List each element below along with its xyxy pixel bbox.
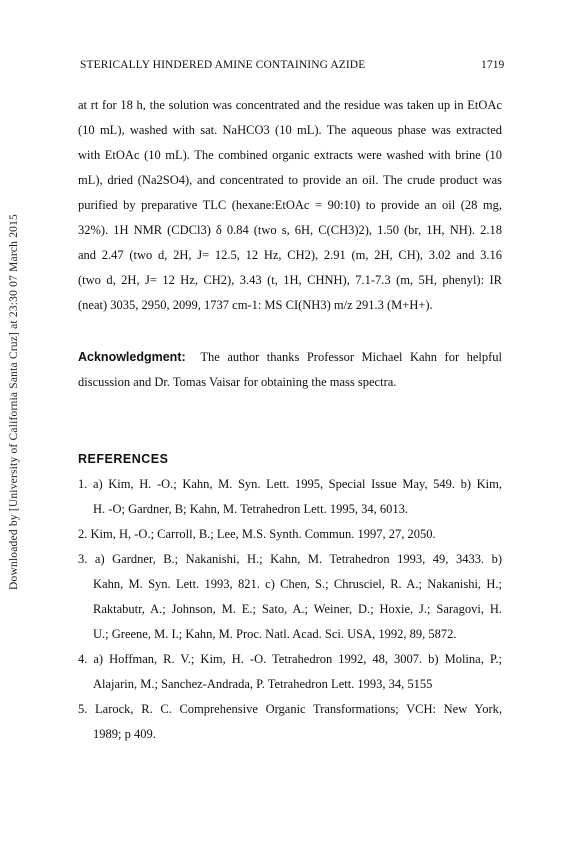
experimental-line: (neat) 3035, 2950, 2099, 1737 cm-1: MS CI(NH3) m/z 291.3 (M+H+).	[78, 298, 433, 312]
reference-item	[78, 697, 502, 747]
reference-line: 3. a) Gardner, B.; Nakanishi, H.; Kahn, M. Tetrahedron 1993, 49, 3433. b)	[78, 552, 502, 566]
reference-item	[78, 472, 502, 522]
experimental-paragraph	[78, 93, 502, 318]
acknowledgment-text: The author thanks Professor Michael Kahn for helpful	[200, 350, 503, 364]
reference-item	[78, 547, 502, 647]
experimental-line: 32%). 1H NMR (CDCl3) δ 0.84 (two s, 6H, C(CH3)2), 1.50 (br, 1H, NH). 2.18	[78, 223, 502, 237]
acknowledgment-line: discussion and Dr. Tomas Vaisar for obtaining the mass spectra.	[78, 375, 397, 389]
acknowledgment-section	[78, 345, 502, 395]
reference-item	[78, 522, 502, 547]
experimental-line: mL), dried (Na2SO4), and concentrated to provide an oil. The crude product was	[78, 173, 502, 187]
reference-line: 5. Larock, R. C. Comprehensive Organic Transformations; VCH: New York,	[78, 702, 502, 716]
reference-line: Alajarin, M.; Sanchez-Andrada, P. Tetrahedron Lett. 1993, 34, 5155	[93, 677, 433, 691]
reference-line: 1. a) Kim, H. -O.; Kahn, M. Syn. Lett. 1995, Special Issue May, 549. b) Kim,	[78, 477, 502, 491]
experimental-line: and 2.47 (two d, 2H, J= 12.5, 12 Hz, CH2), 2.91 (m, 2H, CH), 3.02 and 3.16	[78, 248, 502, 262]
references-list	[78, 472, 502, 747]
experimental-line: with EtOAc (10 mL). The combined organic extracts were washed with brine (10	[78, 148, 502, 162]
experimental-line: (two d, 2H, J= 12 Hz, CH2), 3.43 (t, 1H, CHNH), 7.1-7.3 (m, 5H, phenyl): IR	[78, 273, 502, 287]
experimental-line: (10 mL), washed with sat. NaHCO3 (10 mL). The aqueous phase was extracted	[78, 123, 502, 137]
reference-line: Kahn, M. Syn. Lett. 1993, 821. c) Chen, S.; Chrusciel, R. A.; Nakanishi, H.;	[93, 577, 502, 591]
references-heading: REFERENCES	[78, 452, 169, 466]
acknowledgment-line	[78, 345, 502, 370]
experimental-line: at rt for 18 h, the solution was concentrated and the residue was taken up in EtOAc	[78, 98, 502, 112]
reference-item	[78, 647, 502, 697]
reference-line: 1989; p 409.	[93, 727, 156, 741]
reference-line: 2. Kim, H, -O.; Carroll, B.; Lee, M.S. Synth. Commun. 1997, 27, 2050.	[78, 527, 436, 541]
reference-line: U.; Greene, M. I.; Kahn, M. Proc. Natl. Acad. Sci. USA, 1992, 89, 5872.	[93, 627, 457, 641]
reference-line: 4. a) Hoffman, R. V.; Kim, H. -O. Tetrahedron 1992, 48, 3007. b) Molina, P.;	[78, 652, 502, 666]
acknowledgment-label: Acknowledgment:	[78, 350, 186, 364]
experimental-line: purified by preparative TLC (hexane:EtOAc = 90:10) to provide an oil (28 mg,	[78, 198, 502, 212]
reference-line: H. -O; Gardner, B; Kahn, M. Tetrahedron Lett. 1995, 34, 6013.	[93, 502, 408, 516]
reference-line: Raktabutr, A.; Johnson, M. E.; Sato, A.; Weiner, D.; Hoxie, J.; Saragovi, H.	[93, 602, 502, 616]
download-watermark: Downloaded by [University of California Santa Cruz] at 23:30 07 March 2015	[8, 213, 20, 590]
page-number: 1719	[481, 59, 505, 71]
running-title: STERICALLY HINDERED AMINE CONTAINING AZIDE	[80, 59, 366, 71]
